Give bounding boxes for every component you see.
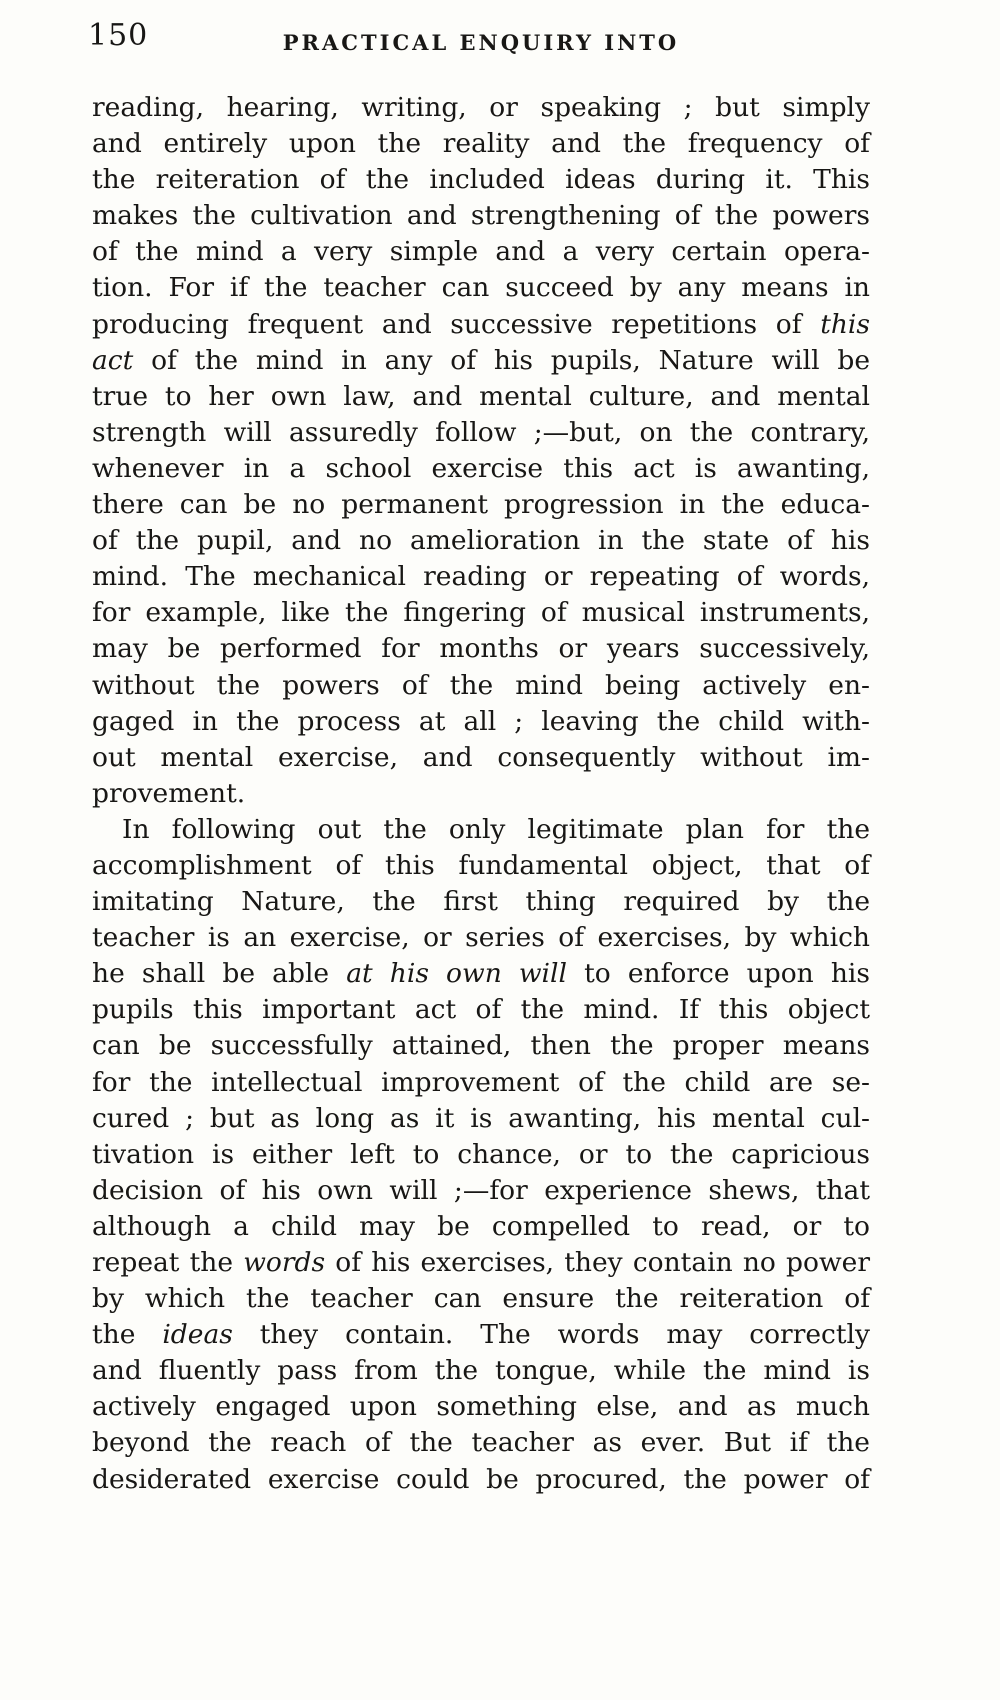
text-line: and entirely upon the reality and the frequency of <box>92 128 870 160</box>
text-line: he shall be able at his own will to enforce upon his <box>92 958 870 990</box>
text-line: pupils this important act of the mind. If this object <box>92 994 870 1026</box>
text-line: strength will assuredly follow ;—but, on the contrary, <box>92 416 870 448</box>
text-line: reading, hearing, writing, or speaking ; but simply <box>92 92 870 123</box>
text-line: out mental exercise, and consequently without im- <box>92 741 870 773</box>
text-line: act of the mind in any of his pupils, Nature will be <box>92 344 870 376</box>
text-line: producing frequent and successive repetitions of this <box>92 308 870 340</box>
text-line: desiderated exercise could be procured, the power of <box>92 1463 870 1495</box>
text-line: for the intellectual improvement of the child are se- <box>92 1066 870 1098</box>
text-line: although a child may be compelled to read, or to <box>92 1210 870 1242</box>
text-line: beyond the reach of the teacher as ever. But if the <box>92 1427 870 1459</box>
text-line: cured ; but as long as it is awanting, his mental cul- <box>92 1102 870 1134</box>
text-line: imitating Nature, the first thing required by the <box>92 886 870 918</box>
text-line: whenever in a school exercise this act is awanting, <box>92 452 870 484</box>
text-line: mind. The mechanical reading or repeating of words, <box>92 561 870 593</box>
running-title: PRACTICAL ENQUIRY INTO <box>282 30 680 55</box>
text-line: tion. For if the teacher can succeed by any means in <box>92 272 870 304</box>
text-line: actively engaged upon something else, and as much <box>92 1391 870 1423</box>
text-line: can be successfully attained, then the proper means <box>92 1030 870 1062</box>
text-line: repeat the words of his exercises, they contain no power <box>92 1247 870 1278</box>
text-body <box>92 90 870 1498</box>
text-line: the reiteration of the included ideas during it. This <box>92 164 870 196</box>
text-line: provement. <box>92 777 246 809</box>
text-line: decision of his own will ;—for experience shews, that <box>92 1174 870 1206</box>
text-line: of the pupil, and no amelioration in the state of his <box>92 525 870 557</box>
text-line: for example, like the fingering of musical instruments, <box>92 597 870 629</box>
text-line: there can be no permanent progression in the educa- <box>92 489 870 521</box>
text-line: the ideas they contain. The words may correctly <box>92 1319 870 1351</box>
page-header <box>0 0 1000 84</box>
text-line: of the mind a very simple and a very certain opera- <box>92 236 870 268</box>
text-line: and fluently pass from the tongue, while the mind is <box>92 1355 870 1387</box>
paragraph <box>92 90 870 812</box>
text-line: In following out the only legitimate plan for the <box>122 813 870 845</box>
text-line: true to her own law, and mental culture, and mental <box>92 380 870 412</box>
text-line: teacher is an exercise, or series of exercises, by which <box>92 922 870 954</box>
paragraph <box>92 812 870 1498</box>
text-line: accomplishment of this fundamental object, that of <box>92 849 870 881</box>
text-line: gaged in the process at all ; leaving the child with- <box>92 705 870 737</box>
text-line: makes the cultivation and strengthening of the powers <box>92 200 870 232</box>
text-line: by which the teacher can ensure the reiteration of <box>92 1283 870 1315</box>
text-line: may be performed for months or years successively, <box>92 633 870 665</box>
text-line: tivation is either left to chance, or to the capricious <box>92 1138 870 1170</box>
text-line: without the powers of the mind being actively en- <box>92 669 870 701</box>
page-number: 150 <box>88 18 149 53</box>
